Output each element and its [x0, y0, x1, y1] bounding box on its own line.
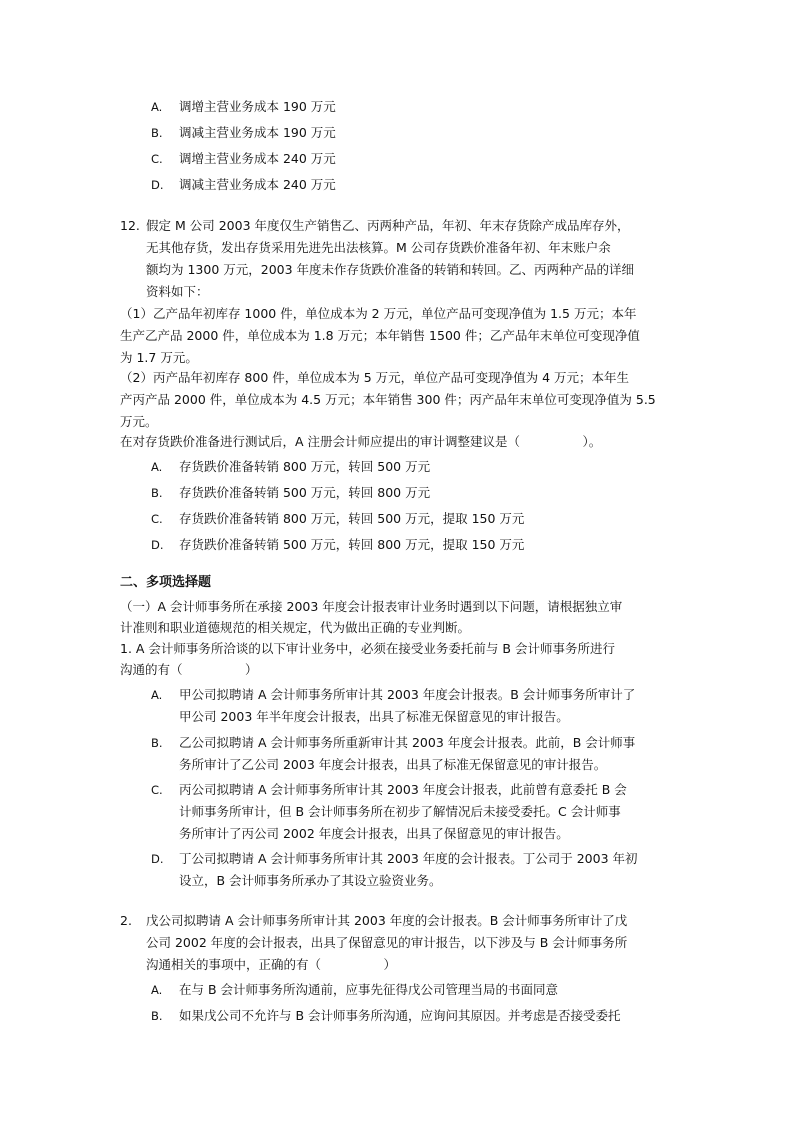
- option-label: C.: [151, 152, 163, 166]
- option-text: 丙公司拟聘请 A 会计师事务所审计其 2003 年度会计报表，此前曾有意委托 B 会: [179, 782, 627, 797]
- option-label: A.: [151, 983, 163, 997]
- option-label: B.: [151, 126, 163, 140]
- detail-line: （2）丙产品年初库存 800 件，单位成本为 5 万元，单位产品可变现净值为 4 万元；本年生: [120, 370, 630, 385]
- option-text: 存货跌价准备转销 800 万元，转回 500 万元: [179, 459, 431, 474]
- option-label: D.: [151, 538, 164, 552]
- section-intro-line: 计准则和职业道德规范的相关规定，代为做出正确的专业判断。: [120, 620, 471, 635]
- option-text: 存货跌价准备转销 500 万元，转回 800 万元，提取 150 万元: [179, 537, 525, 552]
- question-stem-line: 1. A 会计师事务所洽谈的以下审计业务中，必须在接受业务委托前与 B 会计师事务所进行: [120, 641, 615, 656]
- detail-line: 产丙产品 2000 件，单位成本为 4.5 万元；本年销售 300 件；丙产品年末单位可变现净值为 5.5: [120, 392, 656, 407]
- detail-line: 万元。: [120, 414, 158, 429]
- question-stem-line: 额均为 1300 万元，2003 年度未作存货跌价准备的转销和转回。乙、丙两种产品的详细: [146, 262, 635, 277]
- option-text: 丁公司拟聘请 A 会计师事务所审计其 2003 年度的会计报表。丁公司于 2003 年初: [179, 851, 638, 866]
- question-prompt: 在对存货跌价准备进行测试后，A 注册会计师应提出的审计调整建议是（ ）。: [120, 434, 602, 449]
- option-label: D.: [151, 852, 164, 866]
- option-text: 存货跌价准备转销 500 万元，转回 800 万元: [179, 485, 431, 500]
- option-label: C.: [151, 783, 163, 797]
- question-stem-line: 无其他存货，发出存货采用先进先出法核算。M 公司存货跌价准备年初、年末账户余: [146, 240, 611, 255]
- option-label: A.: [151, 688, 163, 702]
- question-stem-line: 沟通相关的事项中，正确的有（ ）: [146, 957, 397, 972]
- question-stem-line: 戊公司拟聘请 A 会计师事务所审计其 2003 年度的会计报表。B 会计师事务所审计了戊: [146, 913, 628, 928]
- option-text: 务所审计了乙公司 2003 年度会计报表，出具了标准无保留意见的审计报告。: [179, 757, 607, 772]
- option-text: 调减主营业务成本 240 万元: [179, 177, 336, 192]
- detail-line: （1）乙产品年初库存 1000 件，单位成本为 2 万元，单位产品可变现净值为 1.5 万元；本年: [120, 306, 637, 321]
- option-text: 调减主营业务成本 190 万元: [179, 125, 336, 140]
- option-label: B.: [151, 486, 163, 500]
- section-heading: 二、多项选择题: [120, 575, 212, 590]
- question-stem-line: 假定 M 公司 2003 年度仅生产销售乙、丙两种产品，年初、年末存货除产成品库存外，: [146, 218, 630, 233]
- question-stem-line: 沟通的有（ ）: [120, 662, 258, 677]
- option-text: 计师事务所审计，但 B 会计师事务所在初步了解情况后未接受委托。C 会计师事: [179, 804, 621, 819]
- question-stem-line: 资料如下：: [146, 284, 209, 299]
- option-text: 在与 B 会计师事务所沟通前，应事先征得戊公司管理当局的书面同意: [179, 982, 559, 997]
- option-text: 乙公司拟聘请 A 会计师事务所重新审计其 2003 年度会计报表。此前，B 会计师事: [179, 735, 636, 750]
- detail-line: 为 1.7 万元。: [120, 350, 198, 365]
- question-stem-line: 公司 2002 年度的会计报表，出具了保留意见的审计报告，以下涉及与 B 会计师事务所: [146, 935, 628, 950]
- option-label: B.: [151, 736, 163, 750]
- option-label: A.: [151, 460, 163, 474]
- detail-line: 生产乙产品 2000 件，单位成本为 1.8 万元；本年销售 1500 件；乙产品年末单位可变现净值: [120, 328, 640, 343]
- question-number: 12.: [120, 218, 140, 233]
- section-intro-line: （一）A 会计师事务所在承接 2003 年度会计报表审计业务时遇到以下问题，请根据独立审: [120, 599, 623, 614]
- option-text: 甲公司 2003 年半年度会计报表，出具了标准无保留意见的审计报告。: [179, 709, 569, 724]
- option-text: 存货跌价准备转销 800 万元，转回 500 万元，提取 150 万元: [179, 511, 525, 526]
- question-number: 2.: [120, 913, 132, 928]
- option-label: C.: [151, 512, 163, 526]
- option-text: 调增主营业务成本 240 万元: [179, 151, 336, 166]
- option-text: 如果戊公司不允许与 B 会计师事务所沟通，应询问其原因。并考虑是否接受委托: [179, 1008, 621, 1023]
- option-label: B.: [151, 1009, 163, 1023]
- option-text: 甲公司拟聘请 A 会计师事务所审计其 2003 年度会计报表。B 会计师事务所审计了: [179, 687, 636, 702]
- option-label: D.: [151, 178, 164, 192]
- option-text: 调增主营业务成本 190 万元: [179, 99, 336, 114]
- option-text: 务所审计了丙公司 2002 年度会计报表，出具了保留意见的审计报告。: [179, 826, 569, 841]
- option-label: A.: [151, 100, 163, 114]
- option-text: 设立，B 会计师事务所承办了其设立验资业务。: [179, 873, 442, 888]
